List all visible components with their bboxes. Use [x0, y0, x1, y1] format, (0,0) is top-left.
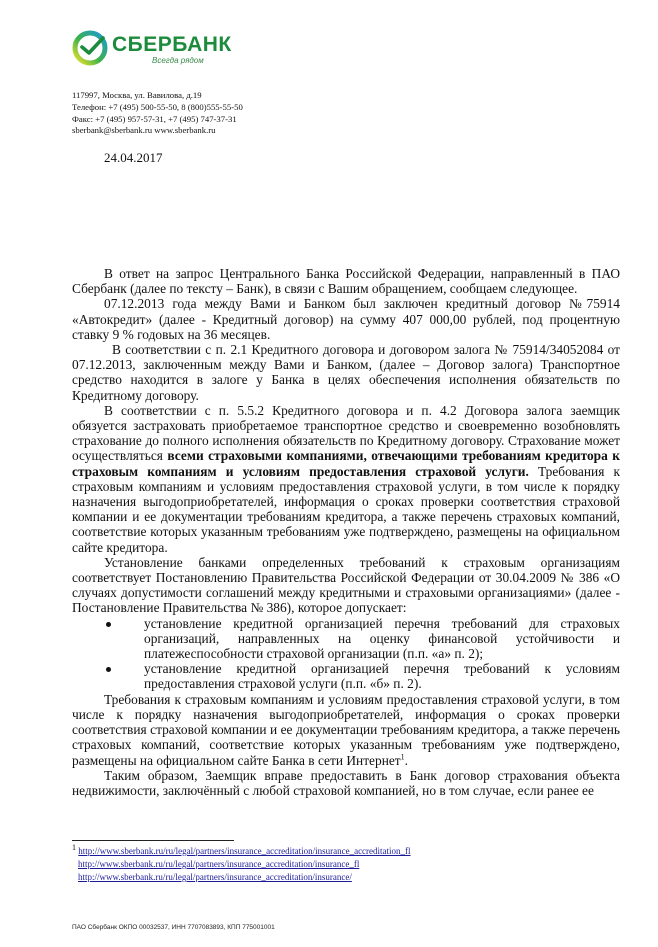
list-item [72, 661, 620, 691]
sberbank-logo-icon [72, 30, 108, 66]
letter-date: 24.04.2017 [104, 150, 163, 165]
paragraph-4 [72, 403, 620, 555]
sberbank-logo [72, 30, 232, 66]
paragraph-2: 07.12.2013 года между Вами и Банком был заключен кредитный договор №75914 «Автокредит» (далее - Кредитный договор) на сумму 407 000,00 рублей, под процентную ставку 9 % годовых на 36 месяцев. [72, 296, 620, 342]
paragraph-6 [72, 692, 620, 768]
bank-phone: Телефон: +7 (495) 500-55-50, 8 (800)555-55-50 [72, 101, 243, 112]
list-item-text: установление кредитной организацией перечня требований к условиям предоставления страховой услуги (п.п. «б» п. 2). [144, 661, 620, 692]
page-footer: ПАО Сбербанк ОКПО 00032537, ИНН 7707083893, КПП 775001001 [72, 924, 275, 931]
paragraph-4-start: В соответствии с п. 5.5.2 Кредитного договора и п. 4.2 Договора залога заемщик обязуется застраховать приобретаемое транспортное средство и своевременно возобновлять страхование до полного исполнения обязательств по Кредитному договору. Страхование может осуществляться [72, 402, 620, 464]
paragraph-6-text: Требования к страховым компаниям и условиям предоставления страховой услуги, в том числе к порядку назначения выгодоприобретателей, информация о сроках проверки соответствия страховой компании и ее документации требованиям кредитора, а также перечень страховых компаний, соответствие которых указанным требованиям уже подтверждено, размещены на официальном сайте Банка в сети Интернет [72, 691, 620, 768]
list-item [72, 616, 620, 662]
paragraph-3: В соответствии с п. 2.1 Кредитного договора и договором залога № 75914/34052084 от 07.12.2013, заключенным между Вами и Банком, (далее – Договор залога) Транспортное средство находится в залоге у Банка в целях обеспечения исполнения обязательств по Кредитному договору. [72, 342, 620, 403]
footnote-ref: 1 [400, 752, 405, 762]
footnote-mark: 1 [72, 843, 76, 852]
footnote-divider [72, 840, 234, 841]
bank-address: 117997, Москва, ул. Вавилова, д.19 [72, 90, 202, 100]
bullet-icon [106, 622, 111, 627]
footnote-link-2[interactable]: http://www.sberbank.ru/ru/legal/partners/insurance_accreditation/insurance_fl [78, 859, 360, 869]
footnotes [72, 845, 411, 884]
footnote-link-1[interactable]: http://www.sberbank.ru/ru/legal/partners/insurance_accreditation/insurance_accreditation_fl [78, 846, 411, 856]
paragraph-4-bold: всеми страховыми компаниями, отвечающими требованиям кредитора к страховым компаниям и условиям предоставления страховой услуги. [72, 448, 620, 479]
footnote-link-3[interactable]: http://www.sberbank.ru/ru/legal/partners/insurance_accreditation/insurance/ [78, 872, 352, 882]
bank-contacts [72, 90, 243, 137]
letter-body [72, 266, 620, 798]
paragraph-4-end: Требования к страховым компаниям и условиям предоставления страховой услуги, в том числе к порядку назначения выгодоприобретателей, информация о сроках проверки соответствия страховой компании и ее документации требованиям кредитора, а также перечень страховых компаний, соответствие которых указанным требованиям уже подтверждено, размещены на официальном сайте кредитора. [72, 463, 620, 555]
brand-name: СБЕРБАНК [112, 33, 232, 56]
bullet-list [72, 616, 620, 692]
paragraph-6-end: . [404, 752, 409, 768]
list-item-text: установление кредитной организацией перечня требований для страховых организаций, направленных на оценку финансовой устойчивости и платежеспособности страховой организации (п.п. «а» п. 2); [144, 615, 620, 662]
bullet-icon [106, 667, 111, 672]
paragraph-5: Установление банками определенных требований к страховым организациям соответствует Постановлению Правительства Российской Федерации от 30.04.2009 № 386 «О случаях допустимости соглашений между кредитными и страховыми организациями» (далее - Постановление Правительства № 386), которое допускает: [72, 554, 620, 616]
paragraph-7: Таким образом, Заемщик вправе предоставить в Банк договор страхования объекта недвижимости, заключённый с любой страховой компанией, но в том случае, если ранее ее [72, 767, 620, 798]
paragraph-1: В ответ на запрос Центрального Банка Российской Федерации, направленный в ПАО Сбербанк (далее по тексту – Банк), в связи с Вашим обращением, сообщаем следующее. [72, 266, 620, 297]
bank-fax: Факс: +7 (495) 957-57-31, +7 (495) 747-37-31 [72, 113, 237, 124]
bank-email-web: sberbank@sberbank.ru www.sberbank.ru [72, 125, 216, 136]
brand-slogan: Всегда рядом [152, 56, 204, 65]
